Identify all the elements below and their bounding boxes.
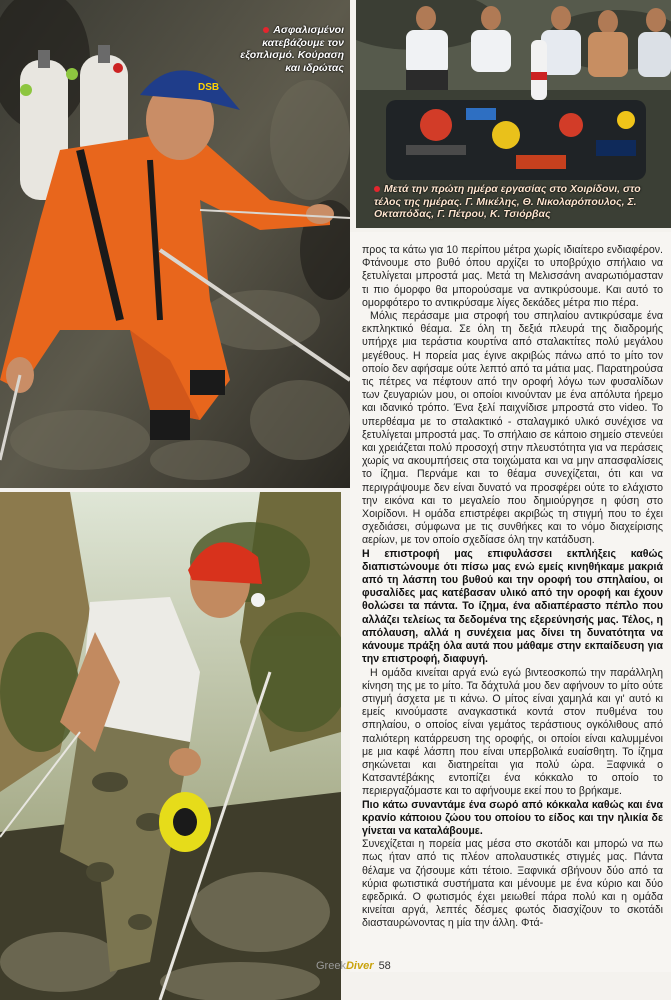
caption-top-left — [234, 24, 344, 74]
cap-logo-text: DSB — [198, 82, 220, 93]
caption-bullet-icon — [374, 186, 380, 192]
caption-top-left-text: Ασφαλισμένοι κατεβάζουμε τον εξοπλισμό. Κούραση και ιδρώτας — [240, 24, 344, 74]
article-paragraph-bold: Η επιστροφή μας επιφυλάσσει εκπλήξεις καθώς διαπιστώνουμε ότι πίσω μας ενώ εμείς κινηθήκαμε μακριά από τη λάσπη του βυθού και την οροφή του σπηλαίου, οι φυσαλίδες μας κατέβασαν υλικό από την οροφή και έχουν θολώσει τα πάντα. Το ίζημα, ένα αδιαπέραστο πέπλο που αλλάζει τελείως τα δεδομένα της εξερεύνησής μας. Τέλος, η απόλαυση, αλλά η συνέχεια μας δίνει τη δυνατότητα να κάνουμε πράξη όλα αυτά που μάθαμε στην εκπαίδευση για την επιστροφή, διαφυγή. — [362, 547, 663, 666]
article-paragraph: Συνεχίζεται η πορεία μας μέσα στο σκοτάδι και μπορώ να πω πως ήταν από τις πλέον απολαυστικές στιγμές μας. Πάντα θέλαμε να ζήσουμε κάτι τέτοιο. Ξαφνικά σβήνουν δύο από τα κύρια φωτιστικά συστήματα και μένουμε με ένα κύριο και δύο εφεδρικά. Ο φωτισμός έχει μειωθεί πάρα πολύ και η ομάδα κινείται αργά, λεπτές δέσμες φωτός διασχίζουν το σκοτάδι διασταυρώνοντας η μία την άλλη. Φτά- — [362, 838, 663, 930]
caption-bullet-icon — [263, 27, 269, 33]
article-paragraph-bold: Πιο κάτω συναντάμε ένα σωρό από κόκκαλα καθώς και ένα κρανίο κάποιου ζώου του οποίου το είδος και την ηλικία δε γίνεται να καταλάβουμε. — [362, 798, 663, 837]
article-paragraph: Μόλις περάσαμε μια στροφή του σπηλαίου αντικρύσαμε ένα εκπληκτικό θέαμα. Σε όλη τη δεξιά πλευρά της διαδρομής υπήρχε μια τεράστια κουρτίνα από σταλακτίτες πολύ μεγάλου μεγέθους. Η πορεία μας έγινε ακριβώς πάνω από το μίτο τον οποίο δεν αφήσαμε ούτε λεπτό από τα μάτια μας. Παρατηρούσα τις πέτρες να πέφτουν από την οροφή λόγω των φυσαλίδων των ζευγαριών μου, οι οποίοι κινούνταν με ένα απόλυτα ήρεμο και ιδανικό τρόπο. Ένα ξελί παιχνίδισε μπροστά στο video. Το υπερθέαμα με το σταλακτικό - σταλαγμικό υλικό συνέχισε να ξετυλίγεται μπροστά μας. Το σπήλαιο σε κάποιο σημείο στενεύει και χρειάζεται πολύ προσοχή στην πλευστότητα για να περάσεις χωρίς να ακουμπήσεις στα τοιχώματα και να μην απασφαλίσεις το ίζημα. Περνάμε και το θέαμα συνεχίζεται, ότι και να περιγράψουμε δεν είναι δυνατό να προσφέρει ούτε το ελάχιστο την εικόνα και το μεγαλείο που δημιούργησε η φύση στο Χοιρίδονι. Η ομάδα επιστρέφει ακριβώς τη στιγμή που το έχει σχεδιάσει, σύμφωνα με τις συνθήκες και το νόμο διαχείρισης αερίων, με τον οποίο σχεδίασε όλη την κατάδυση. — [362, 310, 663, 547]
photo-helmet-rope-descent — [0, 492, 341, 1000]
magazine-name-prefix: Greek — [316, 960, 346, 972]
caption-top-right-text: Μετά την πρώτη ημέρα εργασίας στο Χοιρίδονι, στο τέλος της ημέρας. Γ. Μικέλης, Θ. Νικολαρόπουλος, Σ. Οκταπόδας, Γ. Πέτρου, Κ. Τσιόρβας — [374, 183, 641, 220]
article-paragraph: Η ομάδα κινείται αργά ενώ εγώ βιντεοσκοπώ την παράλληλη κίνηση της με το μίτο. Τα δάχτυλά μου δεν αφήνουν το μίτο ούτε στιγμή άσχετα με τι κάνω. Ο μίτος είναι χαμηλά και γι' αυτό κι εμείς κινούμαστε αναγκαστικά κοντά στον πυθμένα του σπηλαίου, ο οποίος είναι γεμάτος τεράστιους ογκόλιθους από παλιότερη κατάρρευση της οροφής, οι οποίοι είναι καλυμμένοι με μια καφέ λάσπη που είναι υπερβολικά ευαίσθητη. Το ίζημα σηκώνεται και διατηρείται για πολύ ώρα. Ξαφνικά ο Κατσαντέβάκης εντοπίζει ένα κόκκαλο το οποίο το περιεργαζόμαστε και το αφήνουμε εκεί που το βρήκαμε. — [362, 666, 663, 798]
page-number: 58 — [378, 960, 391, 972]
page-folio — [316, 960, 391, 972]
article-column — [350, 232, 671, 972]
photo-team-with-gear — [356, 0, 671, 228]
magazine-name: Diver — [345, 960, 374, 972]
article-paragraph: προς τα κάτω για 10 περίπου μέτρα χωρίς ιδιαίτερο ενδιαφέρον. Φτάνουμε στο βυθό όπου αρχίζει το υποβρύχιο σπήλαιο να ξετυλίγεται μπροστά μας. Μετά τη Μελισσάνη αναρωτιόμασταν τι πιο όμορφο θα μπορούσαμε να αντικρύσουμε. Και αυτό το ομορφότερο το αντικρύσαμε λίγες δεκάδες μέτρα πιο πέρα. — [362, 244, 663, 309]
photo-diver-orange-suit — [0, 0, 350, 488]
caption-top-right — [374, 183, 664, 221]
